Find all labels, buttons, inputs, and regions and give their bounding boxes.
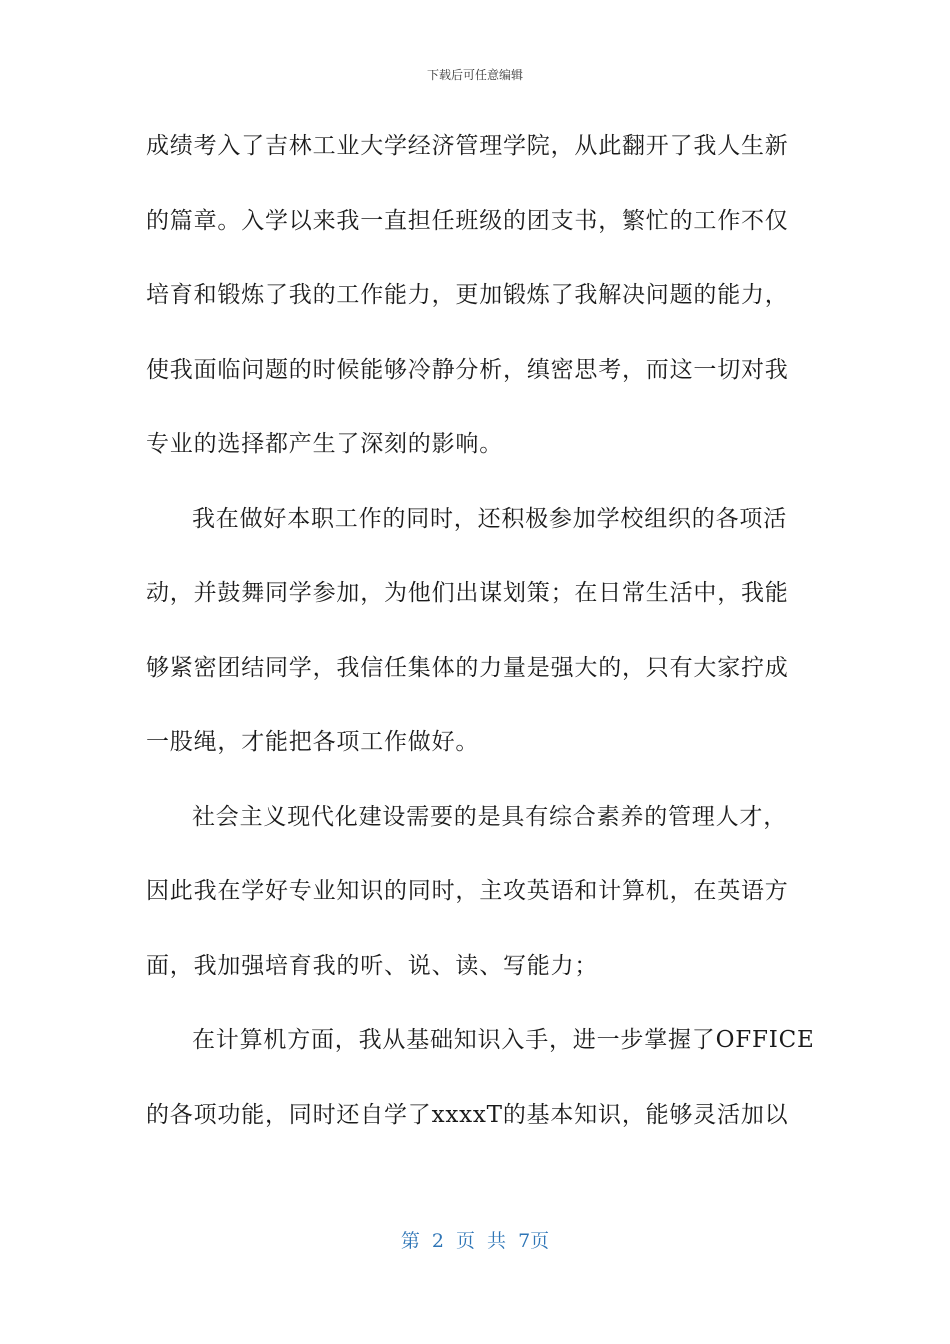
text-line: 使我面临问题的时候能够冷静分析，缜密思考，而这一切对我 — [146, 356, 789, 383]
text-line: 的篇章。入学以来我一直担任班级的团支书，繁忙的工作不仅 — [146, 207, 789, 234]
page-number: 第 2 页 共 7页 — [400, 1230, 550, 1252]
text-line: 动，并鼓舞同学参加，为他们出谋划策；在日常生活中，我能 — [146, 580, 789, 606]
text-line: 成绩考入了吉林工业大学经济管理学院，从此翻开了我人生新 — [146, 133, 789, 159]
document-body — [146, 124, 815, 1167]
text-line: 面，我加强培育我的听、说、读、写能力； — [146, 952, 599, 979]
text-line: 一股绳，才能把各项工作做好。 — [146, 729, 480, 755]
text-line: 在计算机方面，我从基础知识入手，进一步掌握了OFFICE — [192, 1027, 815, 1053]
text-line: 社会主义现代化建设需要的是具有综合素养的管理人才， — [192, 803, 787, 830]
text-line: 培育和锻炼了我的工作能力，更加锻炼了我解决问题的能力， — [146, 282, 789, 308]
text-line: 够紧密团结同学，我信任集体的力量是强大的，只有大家拧成 — [146, 654, 789, 681]
text-line: 我在做好本职工作的同时，还积极参加学校组织的各项活 — [192, 505, 787, 532]
text-line: 因此我在学好专业知识的同时，主攻英语和计算机，在英语方 — [146, 878, 789, 904]
text-line: 专业的选择都产生了深刻的影响。 — [146, 431, 503, 457]
text-line: 的各项功能，同时还自学了xxxxT的基本知识，能够灵活加以 — [146, 1101, 789, 1128]
page-header-note: 下载后可任意编辑 — [426, 68, 523, 82]
